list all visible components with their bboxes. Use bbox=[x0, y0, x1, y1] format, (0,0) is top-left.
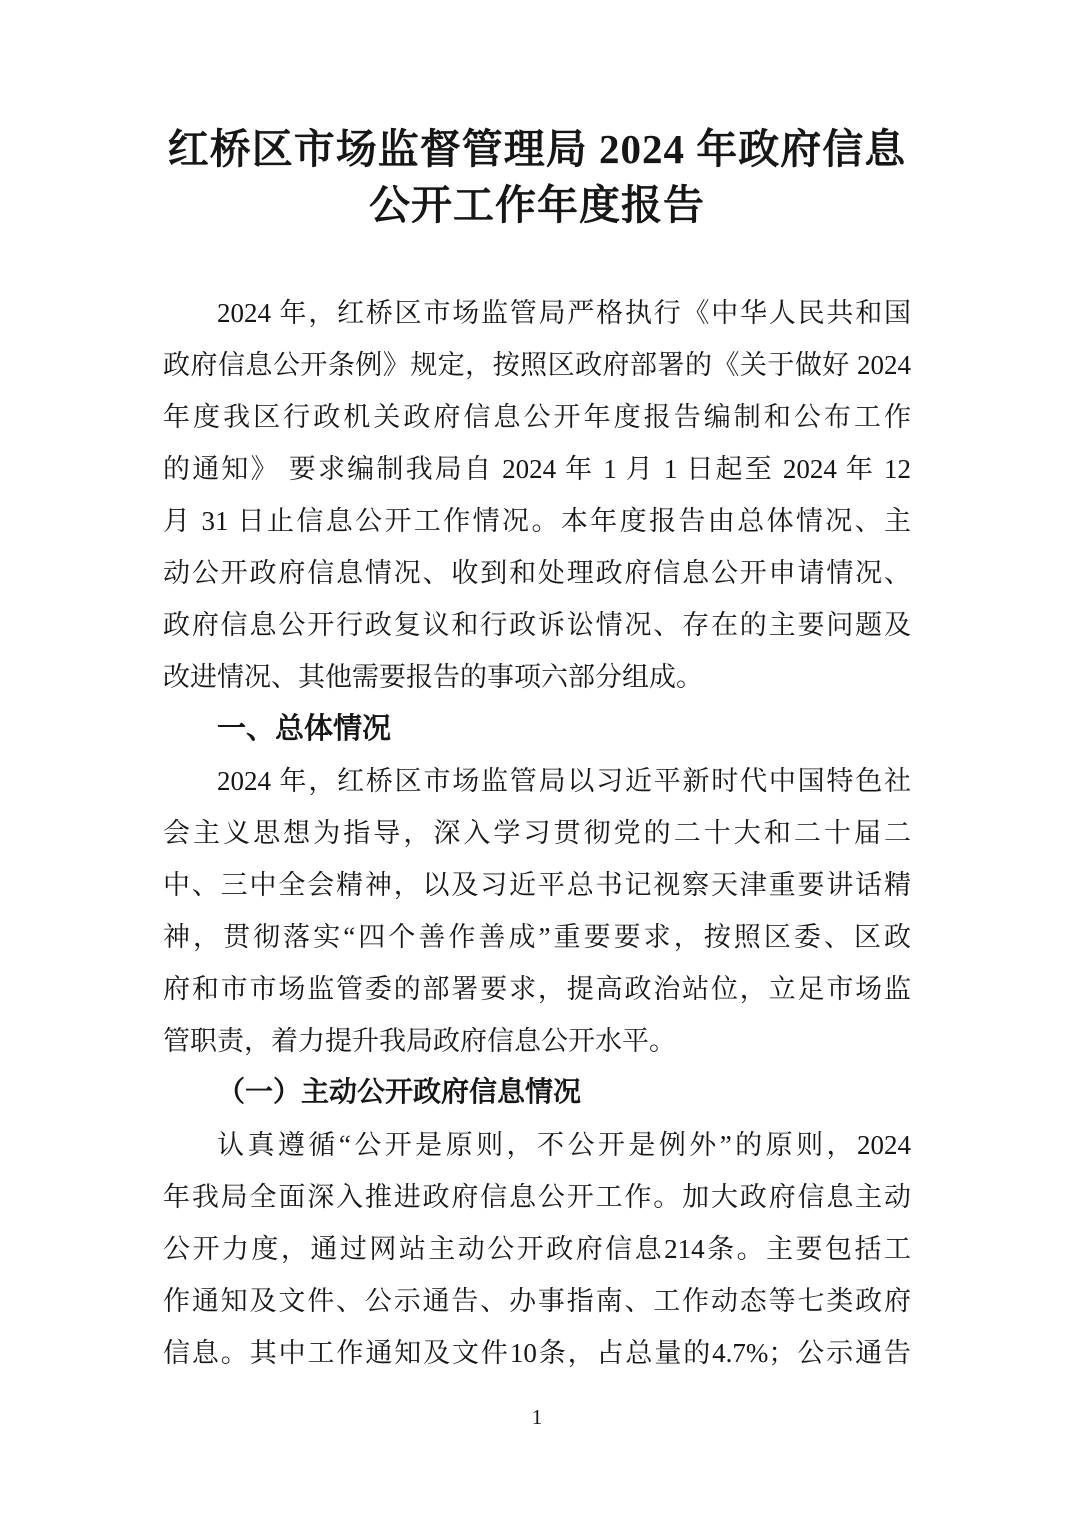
report-title-line-2: 公开工作年度报告 bbox=[369, 182, 705, 228]
text-line: 政府信息公开行政复议和行政诉讼情况、存在的主要问题及 bbox=[163, 610, 911, 640]
report-title-line-1: 红桥区市场监督管理局 2024 年政府信息 bbox=[167, 126, 907, 172]
text-line: 会主义思想为指导，深入学习贯彻党的二十大和二十届二 bbox=[163, 818, 911, 848]
text-line: 作通知及文件、公示通告、办事指南、工作动态等七类政府 bbox=[163, 1286, 911, 1316]
text-line: 年我局全面深入推进政府信息公开工作。加大政府信息主动 bbox=[163, 1182, 911, 1212]
subsection-heading: （一）主动公开政府信息情况 bbox=[217, 1077, 582, 1108]
text-line: 动公开政府信息情况、收到和处理政府信息公开申请情况、 bbox=[163, 558, 911, 588]
text-line: 政府信息公开条例》规定，按照区政府部署的《关于做好 2024 bbox=[163, 350, 911, 380]
text-line: 改进情况、其他需要报告的事项六部分组成。 bbox=[163, 662, 703, 692]
text-line: 2024 年，红桥区市场监管局以习近平新时代中国特色社 bbox=[217, 766, 911, 796]
text-line: 信息。其中工作通知及文件10条，占总量的4.7%；公示通告 bbox=[163, 1338, 911, 1368]
document-body bbox=[0, 287, 1074, 1379]
text-line: 公开力度，通过网站主动公开政府信息214条。主要包括工 bbox=[163, 1234, 911, 1264]
text-line: 2024 年，红桥区市场监管局严格执行《中华人民共和国 bbox=[217, 298, 911, 328]
page-number: 1 bbox=[531, 1405, 543, 1429]
text-line: 府和市市场监管委的部署要求，提高政治站位，立足市场监 bbox=[163, 974, 911, 1004]
text-line: 中、三中全会精神，以及习近平总书记视察天津重要讲话精 bbox=[163, 870, 911, 900]
text-line: 的通知》 要求编制我局自 2024 年 1 月 1 日起至 2024 年 12 bbox=[163, 454, 911, 484]
text-line: 认真遵循“公开是原则，不公开是例外”的原则，2024 bbox=[217, 1130, 911, 1160]
section-heading: 一、总体情况 bbox=[217, 713, 392, 745]
text-line: 年度我区行政机关政府信息公开年度报告编制和公布工作 bbox=[163, 402, 911, 432]
text-line: 神，贯彻落实“四个善作善成”重要要求，按照区委、区政 bbox=[163, 922, 911, 952]
text-line: 月 31 日止信息公开工作情况。本年度报告由总体情况、主 bbox=[163, 506, 911, 536]
report-title bbox=[0, 0, 1074, 233]
text-line: 管职责，着力提升我局政府信息公开水平。 bbox=[163, 1026, 676, 1056]
